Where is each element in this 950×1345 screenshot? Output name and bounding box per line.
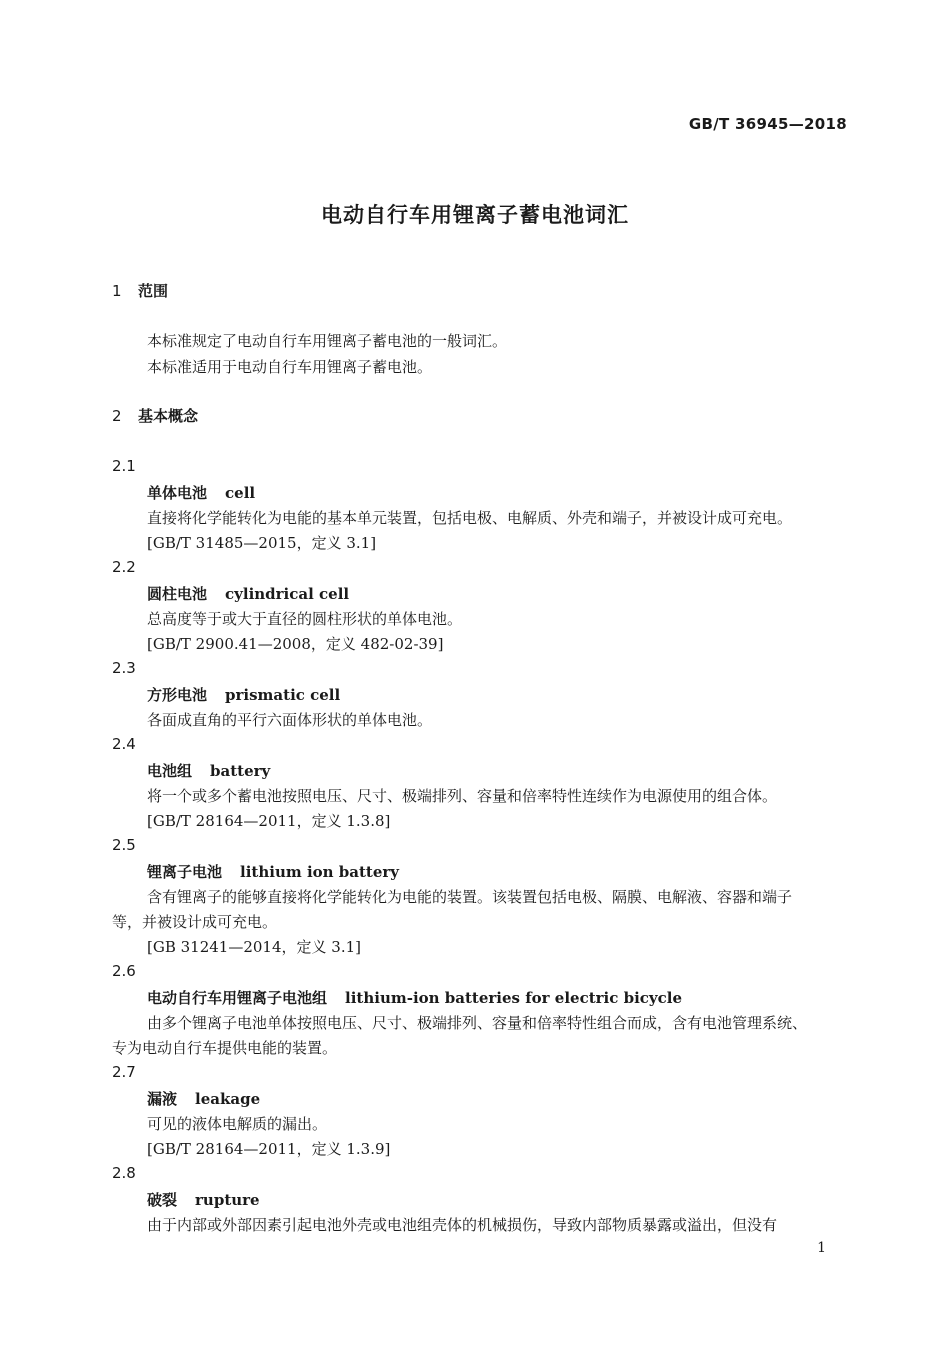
section-heading-scope xyxy=(112,280,168,301)
term-english: leakage xyxy=(195,1090,261,1108)
entry-number: 2.6 xyxy=(112,962,136,980)
term-chinese: 电动自行车用锂离子电池组 xyxy=(147,989,328,1007)
term-english: lithium ion battery xyxy=(240,863,400,881)
entry-definition: 各面成直角的平行六面体形状的单体电池。 xyxy=(147,711,433,729)
section-number: 1 xyxy=(112,282,122,300)
section-heading-basic-concepts xyxy=(112,405,198,426)
entry-source: [GB/T 31485—2015，定义 3.1] xyxy=(147,534,377,552)
entry-number: 2.8 xyxy=(112,1164,136,1182)
entry-term xyxy=(147,1189,260,1210)
standard-code: GB/T 36945—2018 xyxy=(688,115,847,133)
entry-definition: 可见的液体电解质的漏出。 xyxy=(147,1115,328,1133)
entry-term xyxy=(147,760,270,781)
entry-term xyxy=(147,684,340,705)
entry-definition: 将一个或多个蓄电池按照电压、尺寸、极端排列、容量和倍率特性连续作为电源使用的组合体。 xyxy=(147,787,778,805)
term-chinese: 方形电池 xyxy=(147,686,208,704)
term-english: lithium-ion batteries for electric bicycle xyxy=(345,989,682,1007)
entry-source: [GB 31241—2014，定义 3.1] xyxy=(147,938,361,956)
entry-term xyxy=(147,1088,260,1109)
entry-definition-continued: 等，并被设计成可充电。 xyxy=(112,913,278,931)
entry-number: 2.3 xyxy=(112,659,136,677)
scope-paragraph: 本标准规定了电动自行车用锂离子蓄电池的一般词汇。 xyxy=(147,332,508,350)
scope-paragraph: 本标准适用于电动自行车用锂离子蓄电池。 xyxy=(147,358,433,376)
document-title: 电动自行车用锂离子蓄电池词汇 xyxy=(321,203,629,227)
term-english: prismatic cell xyxy=(225,686,341,704)
term-chinese: 破裂 xyxy=(147,1191,178,1209)
entry-definition: 总高度等于或大于直径的圆柱形状的单体电池。 xyxy=(147,610,463,628)
term-english: rupture xyxy=(195,1191,260,1209)
entry-term xyxy=(147,987,682,1008)
entry-number: 2.5 xyxy=(112,836,136,854)
entry-number: 2.7 xyxy=(112,1063,136,1081)
term-chinese: 圆柱电池 xyxy=(147,585,208,603)
entry-definition-continued: 专为电动自行车提供电能的装置。 xyxy=(112,1039,338,1057)
term-chinese: 漏液 xyxy=(147,1090,178,1108)
term-chinese: 电池组 xyxy=(147,762,193,780)
entry-definition: 直接将化学能转化为电能的基本单元装置，包括电极、电解质、外壳和端子，并被设计成可充电。 xyxy=(147,509,793,527)
term-english: cylindrical cell xyxy=(225,585,350,603)
term-english: battery xyxy=(210,762,271,780)
entry-term xyxy=(147,861,399,882)
entry-source: [GB/T 2900.41—2008，定义 482-02-39] xyxy=(147,635,444,653)
term-chinese: 锂离子电池 xyxy=(147,863,223,881)
term-chinese: 单体电池 xyxy=(147,484,208,502)
entry-definition: 由于内部或外部因素引起电池外壳或电池组壳体的机械损伤，导致内部物质暴露或溢出，但没有 xyxy=(147,1216,778,1234)
entry-source: [GB/T 28164—2011，定义 1.3.9] xyxy=(147,1140,391,1158)
entry-number: 2.1 xyxy=(112,457,136,475)
section-number: 2 xyxy=(112,407,122,425)
page-number: 1 xyxy=(817,1240,826,1256)
entry-number: 2.2 xyxy=(112,558,136,576)
entry-term xyxy=(147,583,349,604)
section-title: 基本概念 xyxy=(138,407,199,425)
entry-source: [GB/T 28164—2011，定义 1.3.8] xyxy=(147,812,391,830)
section-title: 范围 xyxy=(138,282,169,300)
entry-term xyxy=(147,482,255,503)
term-english: cell xyxy=(225,484,256,502)
entry-number: 2.4 xyxy=(112,735,136,753)
entry-definition: 由多个锂离子电池单体按照电压、尺寸、极端排列、容量和倍率特性组合而成，含有电池管理系统、 xyxy=(147,1014,808,1032)
entry-definition: 含有锂离子的能够直接将化学能转化为电能的装置。该装置包括电极、隔膜、电解液、容器和端子 xyxy=(147,888,793,906)
